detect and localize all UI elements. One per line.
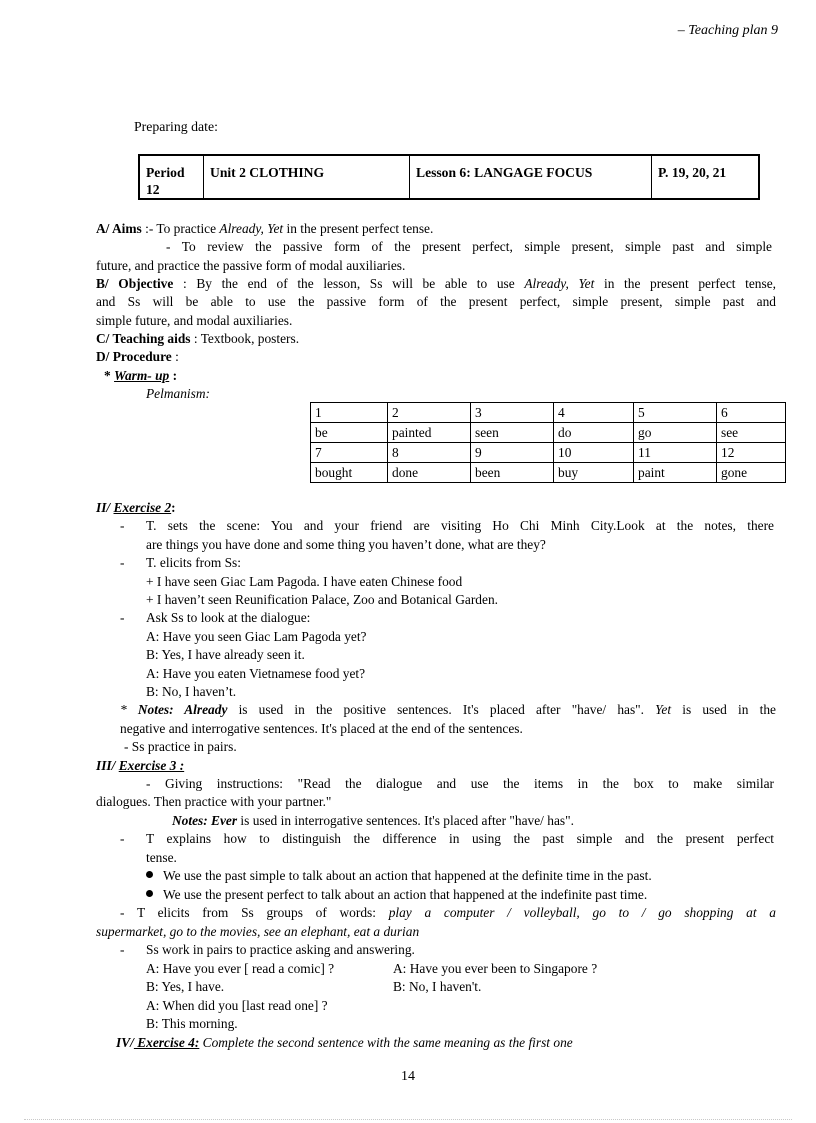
dialogue-line: B: No, I haven't. bbox=[393, 979, 482, 994]
dash: - bbox=[120, 555, 125, 570]
aims-line-3: future, and practice the passive form of modal auxiliaries. bbox=[96, 258, 406, 273]
pelmanism-cell: gone bbox=[717, 463, 786, 483]
ex2-pairs: - Ss practice in pairs. bbox=[124, 739, 237, 754]
dialogue-line: B: Yes, I have. bbox=[146, 979, 225, 994]
warmup-heading: * Warm- up : bbox=[104, 368, 178, 383]
pelmanism-row bbox=[311, 443, 786, 463]
teaching-aids: C/ Teaching aids : Textbook, posters. bbox=[96, 331, 300, 346]
aims-line-2: - To review the passive form of the present perfect, simple present, simple past and simple bbox=[166, 239, 772, 254]
ex2-sentence-2: + I haven’t seen Reunification Palace, Zoo and Botanical Garden. bbox=[146, 592, 498, 607]
pelmanism-cell: been bbox=[471, 463, 554, 483]
pelmanism-cell: 8 bbox=[388, 443, 471, 463]
dash: - bbox=[120, 942, 125, 957]
dialogue-line: A: Have you ever [ read a comic] ? bbox=[146, 961, 335, 976]
ex2-elicits: T. elicits from Ss: bbox=[146, 555, 241, 570]
pelmanism-cell: 9 bbox=[471, 443, 554, 463]
lesson-info-table bbox=[138, 154, 760, 200]
pelmanism-cell: do bbox=[554, 423, 634, 443]
exercise-3-heading: III/ Exercise 3 : bbox=[96, 758, 185, 773]
bullet-item: We use the past simple to talk about an action that happened at the definite time in the past. bbox=[146, 867, 652, 885]
pelmanism-cell: paint bbox=[634, 463, 717, 483]
preparing-date: Preparing date: bbox=[134, 119, 218, 134]
pelmanism-cell: done bbox=[388, 463, 471, 483]
dash: - bbox=[120, 610, 125, 625]
ex3-pairs: Ss work in pairs to practice asking and answering. bbox=[146, 942, 415, 957]
dash: - bbox=[120, 518, 125, 533]
dialogue-line: B: This morning. bbox=[146, 1016, 238, 1031]
objective-line-3: simple future, and modal auxiliaries. bbox=[96, 313, 293, 328]
bullet-icon bbox=[146, 890, 153, 897]
pelmanism-cell: be bbox=[311, 423, 388, 443]
pelmanism-row bbox=[311, 403, 786, 423]
pelmanism-row bbox=[311, 423, 786, 443]
page-header: – Teaching plan 9 bbox=[677, 23, 778, 38]
bullet-icon bbox=[146, 871, 153, 878]
pelmanism-cell: buy bbox=[554, 463, 634, 483]
dialogue-line: A: When did you [last read one] ? bbox=[146, 998, 328, 1013]
pelmanism-cell: 2 bbox=[388, 403, 471, 423]
exercise-4-heading: IV/ Exercise 4: Complete the second sentence with the same meaning as the first one bbox=[116, 1035, 573, 1050]
procedure: D/ Procedure : bbox=[96, 349, 179, 364]
ex2-sentence-1: + I have seen Giac Lam Pagoda. I have eaten Chinese food bbox=[146, 574, 463, 589]
pelmanism-row bbox=[311, 463, 786, 483]
dialogue-line: A: Have you eaten Vietnamese food yet? bbox=[146, 666, 366, 681]
pelmanism-cell: 12 bbox=[717, 443, 786, 463]
dialogue-line: A: Have you ever been to Singapore ? bbox=[393, 961, 598, 976]
objective-line-2: and Ss will be able to use the passive form of the present perfect, simple present, simple past and bbox=[96, 294, 776, 309]
ex3-elicits-2: supermarket, go to the movies, see an elephant, eat a durian bbox=[96, 924, 420, 939]
ex2-notes-1: * Notes: Already is used in the positive sentences. It's placed after "have/ has". Yet is used in the bbox=[120, 702, 776, 717]
ex3-explains-2: tense. bbox=[146, 850, 177, 865]
pelmanism-cell: go bbox=[634, 423, 717, 443]
ex3-instructions-1: - Giving instructions: "Read the dialogue and use the items in the box to make similar bbox=[146, 776, 774, 791]
pelmanism-cell: bought bbox=[311, 463, 388, 483]
dialogue-line: B: Yes, I have already seen it. bbox=[146, 647, 305, 662]
pages-cell: P. 19, 20, 21 bbox=[652, 155, 760, 199]
ex2-ask: Ask Ss to look at the dialogue: bbox=[146, 610, 311, 625]
ex3-instructions-2: dialogues. Then practice with your partner." bbox=[96, 794, 332, 809]
aims-label: A/ Aims bbox=[96, 221, 142, 236]
pelmanism-cell: seen bbox=[471, 423, 554, 443]
ex2-scene-1: T. sets the scene: You and your friend are visiting Ho Chi Minh City.Look at the notes, there bbox=[146, 518, 774, 533]
page-number: 14 bbox=[401, 1069, 415, 1084]
pelmanism-cell: 7 bbox=[311, 443, 388, 463]
lesson-cell: Lesson 6: LANGAGE FOCUS bbox=[410, 155, 652, 199]
pelmanism-cell: 6 bbox=[717, 403, 786, 423]
pelmanism-cell: 11 bbox=[634, 443, 717, 463]
ex3-notes: Notes: Ever is used in interrogative sentences. It's placed after "have/ has". bbox=[172, 813, 574, 828]
ex2-scene-2: are things you have done and some thing you haven’t done, what are they? bbox=[146, 537, 546, 552]
pelmanism-cell: 4 bbox=[554, 403, 634, 423]
pelmanism-cell: painted bbox=[388, 423, 471, 443]
aims-line-1: A/ Aims :- To practice Already, Yet in the present perfect tense. bbox=[96, 221, 434, 236]
ex3-explains-1: T explains how to distinguish the difference in using the past simple and the present perfect bbox=[146, 831, 774, 846]
unit-cell: Unit 2 CLOTHING bbox=[204, 155, 410, 199]
dialogue-line: A: Have you seen Giac Lam Pagoda yet? bbox=[146, 629, 367, 644]
period-cell: Period 12 bbox=[139, 155, 204, 199]
objective-label: B/ Objective bbox=[96, 276, 174, 291]
pelmanism-cell: see bbox=[717, 423, 786, 443]
pelmanism-cell: 1 bbox=[311, 403, 388, 423]
exercise-2-heading: II/ Exercise 2: bbox=[96, 500, 176, 515]
pelmanism-cell: 10 bbox=[554, 443, 634, 463]
ex2-notes-2: negative and interrogative sentences. It's placed at the end of the sentences. bbox=[120, 721, 523, 736]
objective-line-1: B/ Objective : By the end of the lesson, Ss will be able to use Already, Yet in the present perfect tense, bbox=[96, 276, 776, 291]
bullet-item: We use the present perfect to talk about an action that happened at the indefinite past time. bbox=[146, 886, 647, 904]
ex3-elicits-1: - T elicits from Ss groups of words: play a computer / volleyball, go to / go shopping at a bbox=[120, 905, 776, 920]
page-bottom-divider bbox=[24, 1119, 792, 1120]
pelmanism-cell: 3 bbox=[471, 403, 554, 423]
dash: - bbox=[120, 831, 125, 846]
dialogue-line: B: No, I haven’t. bbox=[146, 684, 237, 699]
pelmanism-cell: 5 bbox=[634, 403, 717, 423]
warmup-activity: Pelmanism: bbox=[146, 386, 210, 401]
pelmanism-table bbox=[310, 402, 786, 483]
